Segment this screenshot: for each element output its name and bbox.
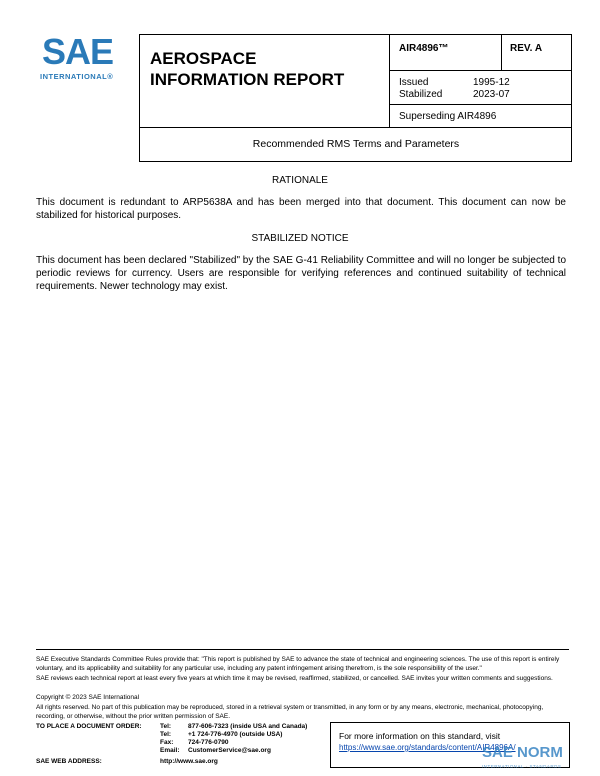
fax-value: 724-776-0790 xyxy=(188,739,229,746)
sae-logo: SAE xyxy=(42,31,114,72)
web-label: SAE WEB ADDRESS: xyxy=(36,758,102,765)
document-subtitle: Recommended RMS Terms and Parameters xyxy=(252,138,460,150)
tel-label: Tel: xyxy=(160,723,172,730)
web-link[interactable]: http://www.sae.org xyxy=(160,758,218,765)
copyright-text: Copyright © 2023 SAE International xyxy=(36,694,140,701)
document-type-title: AEROSPACE INFORMATION REPORT xyxy=(150,49,345,89)
stabilized-notice-paragraph: This document has been declared "Stabilized" by the SAE G-41 Reliability Committee and will no longer be subjected to periodic reviews for currency. Users are responsible for verifying references and continued suitability of technical requirements. Newer technology may exist. xyxy=(36,255,566,292)
stabilized-value: 2023-07 xyxy=(473,89,510,100)
document-number: AIR4896™ xyxy=(399,43,449,54)
review-text: SAE reviews each technical report at least every five years at which time it may be revised, reaffirmed, stabilized, or cancelled. SAE invites your written comments and suggestions. xyxy=(36,675,553,682)
sae-norm-watermark: SAE NORM xyxy=(482,744,563,761)
header-divider-horizontal-1 xyxy=(389,70,572,71)
rationale-heading: RATIONALE xyxy=(272,175,328,186)
header-divider-horizontal-3 xyxy=(139,127,572,128)
issued-label: Issued xyxy=(399,77,429,88)
issued-value: 1995-12 xyxy=(473,77,510,88)
fax-label: Fax: xyxy=(160,739,174,746)
email-label: Email: xyxy=(160,747,180,754)
rights-text: All rights reserved. No part of this publication may be reproduced, stored in a retrieval system or transmitted, in any form or by any means, electronic, mechanical, photocopying, recording, or otherwise, without the prior written permission of SAE. xyxy=(36,704,544,720)
rationale-paragraph: This document is redundant to ARP5638A and has been merged into that document. This document can now be stabilized for historical purposes. xyxy=(36,197,566,221)
stabilized-label: Stabilized xyxy=(399,89,443,100)
header-divider-horizontal-2 xyxy=(389,104,572,105)
stabilized-notice-heading: STABILIZED NOTICE xyxy=(251,233,349,244)
more-info-link[interactable]: https://www.sae.org/standards/content/AIR4896A/ xyxy=(339,743,516,752)
rules-text: SAE Executive Standards Committee Rules provide that: "This report is published by SAE to advance the state of technical and engineering sciences. The use of this report is entirely voluntary, and its applicability and suitability for any particular use, including any patent infringement arising therefrom, is the sole responsibility of the user." xyxy=(36,656,560,672)
sae-logo-subtitle: INTERNATIONAL® xyxy=(40,72,114,81)
header-divider-vertical-rev xyxy=(501,34,502,70)
more-info-text: For more information on this standard, visit xyxy=(339,731,501,741)
tel2-value: +1 724-776-4970 (outside USA) xyxy=(188,731,283,738)
tel2-label: Tel: xyxy=(160,731,172,738)
revision-label: REV. A xyxy=(510,43,543,54)
order-label: TO PLACE A DOCUMENT ORDER: xyxy=(36,723,142,730)
superseding-note: Superseding AIR4896 xyxy=(399,111,497,122)
footer-rule xyxy=(36,649,569,650)
sae-norm-watermark-sub: INTERNATIONAL · STANDARDS xyxy=(482,764,562,769)
email-value[interactable]: CustomerService@sae.org xyxy=(188,747,271,754)
tel-value: 877-606-7323 (inside USA and Canada) xyxy=(188,723,308,730)
